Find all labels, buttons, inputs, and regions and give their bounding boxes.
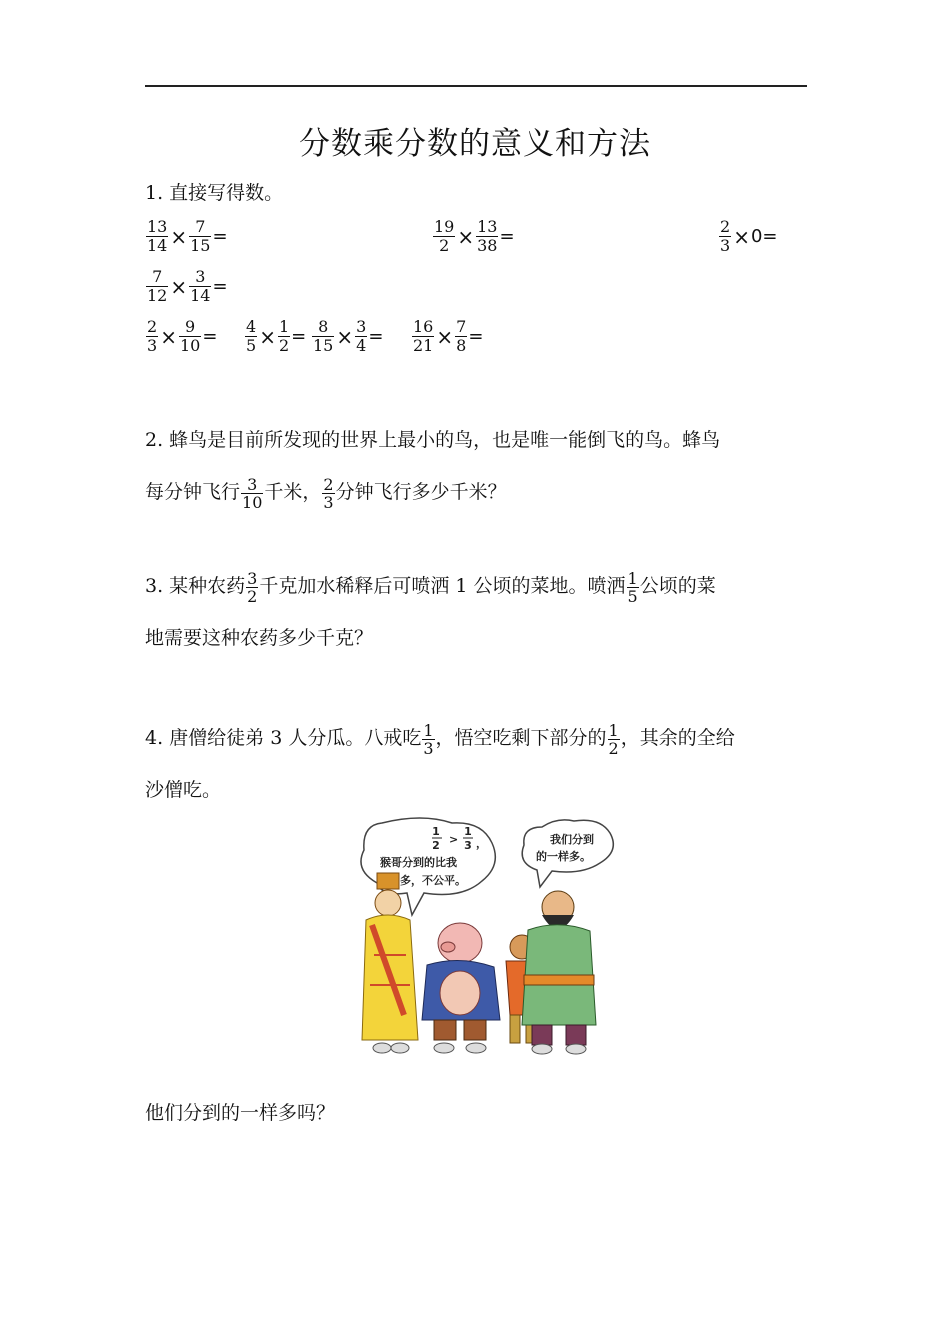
fraction: $\frac{3}{14}$ [190, 267, 211, 305]
fraction: $\frac{2}{3}$ [720, 217, 731, 255]
fraction: $\frac{3}{4}$ [356, 317, 367, 355]
fraction: $\frac{2}{3}$ [147, 317, 158, 355]
header-rule [145, 85, 807, 87]
q1-item: $\frac{2}{3}$ × $\frac{9}{10}$ = [147, 317, 218, 355]
fraction: $\frac{16}{21}$ [413, 317, 434, 355]
q4-block [145, 712, 810, 816]
q1-item: $\frac{16}{21}$ × $\frac{7}{8}$ = [413, 317, 484, 355]
fraction: $\frac{8}{15}$ [313, 317, 334, 355]
q4-line1: 4. 唐僧给徒弟 3 人分瓜。八戒吃 $\frac{1}{3}$ ，悟空吃剩下部分的 $\frac{1}{2}$ ，其余的全给 [145, 720, 735, 758]
bubble-gt-sign: > [449, 833, 459, 846]
fraction: $\frac{9}{10}$ [179, 317, 201, 355]
q3-line2: 地需要这种农药多少千克？ [145, 627, 374, 649]
q1-item: $\frac{13}{14}$ × $\frac{7}{15}$ = [147, 217, 228, 255]
fraction: $\frac{3}{10}$ [242, 474, 263, 512]
fraction: $\frac{7}{8}$ [456, 317, 467, 355]
fraction: $\frac{19}{2}$ [434, 217, 455, 255]
fraction: $\frac{7}{12}$ [147, 267, 168, 305]
q1-item: $\frac{8}{15}$ × $\frac{3}{4}$ = [313, 317, 384, 355]
q4-question: 他们分到的一样多吗？ [145, 1102, 336, 1124]
fraction: $\frac{4}{5}$ [246, 317, 257, 355]
q1-item: $\frac{2}{3}$ ×0= [720, 217, 778, 255]
journey-west-illustration [352, 815, 622, 1060]
bubble-fraction-2-num: 1 [464, 825, 472, 838]
bubble-fraction-1-den: 2 [432, 839, 440, 852]
fraction: $\frac{1}{3}$ [423, 720, 434, 758]
bubble-left-line2: 多，不公平。 [400, 874, 466, 887]
bubble-right-line2: 的一样多。 [536, 850, 591, 863]
q1-item: $\frac{7}{12}$ × $\frac{3}{14}$ = [147, 267, 228, 305]
bubble-right-line1: 我们分到 [550, 833, 594, 846]
bubble-comma: ， [476, 837, 487, 850]
q1-item: $\frac{19}{2}$ × $\frac{13}{38}$ = [434, 217, 515, 255]
fraction: $\frac{13}{14}$ [147, 217, 168, 255]
q2-block [145, 414, 810, 518]
fraction: $\frac{13}{38}$ [477, 217, 498, 255]
bubble-fraction-2-den: 3 [464, 839, 472, 852]
fraction: $\frac{3}{2}$ [247, 568, 258, 606]
fraction: $\frac{7}{15}$ [190, 217, 211, 255]
q2-line1: 2. 蜂鸟是目前所发现的世界上最小的鸟，也是唯一能倒飞的鸟。蜂鸟 [145, 429, 721, 451]
q3-block [145, 560, 810, 664]
q3-line1: 3. 某种农药 $\frac{3}{2}$ 千克加水稀释后可喷洒 1 公顷的菜地。喷洒 $\frac{1}{5}$ 公顷的菜 [145, 568, 716, 606]
pig-figure [422, 923, 500, 1053]
q1-heading: 1. 直接写得数。 [145, 182, 284, 204]
q2-line2: 每分钟飞行 $\frac{3}{10}$ 千米， $\frac{2}{3}$ 分钟飞行多少千米？ [145, 474, 507, 512]
q4-line2: 沙僧吃。 [145, 779, 222, 801]
fraction: $\frac{1}{5}$ [627, 568, 638, 606]
q1-item: $\frac{4}{5}$ × $\frac{1}{2}$ = [246, 317, 307, 355]
bubble-left-line1: 猴哥分到的比我 [380, 856, 457, 869]
sha-seng-figure [522, 891, 596, 1054]
fraction: $\frac{1}{2}$ [608, 720, 619, 758]
fraction: $\frac{1}{2}$ [278, 317, 290, 355]
fraction: $\frac{2}{3}$ [323, 474, 334, 512]
bubble-fraction-1-num: 1 [432, 825, 440, 838]
page-title: 分数乘分数的意义和方法 [299, 126, 651, 162]
